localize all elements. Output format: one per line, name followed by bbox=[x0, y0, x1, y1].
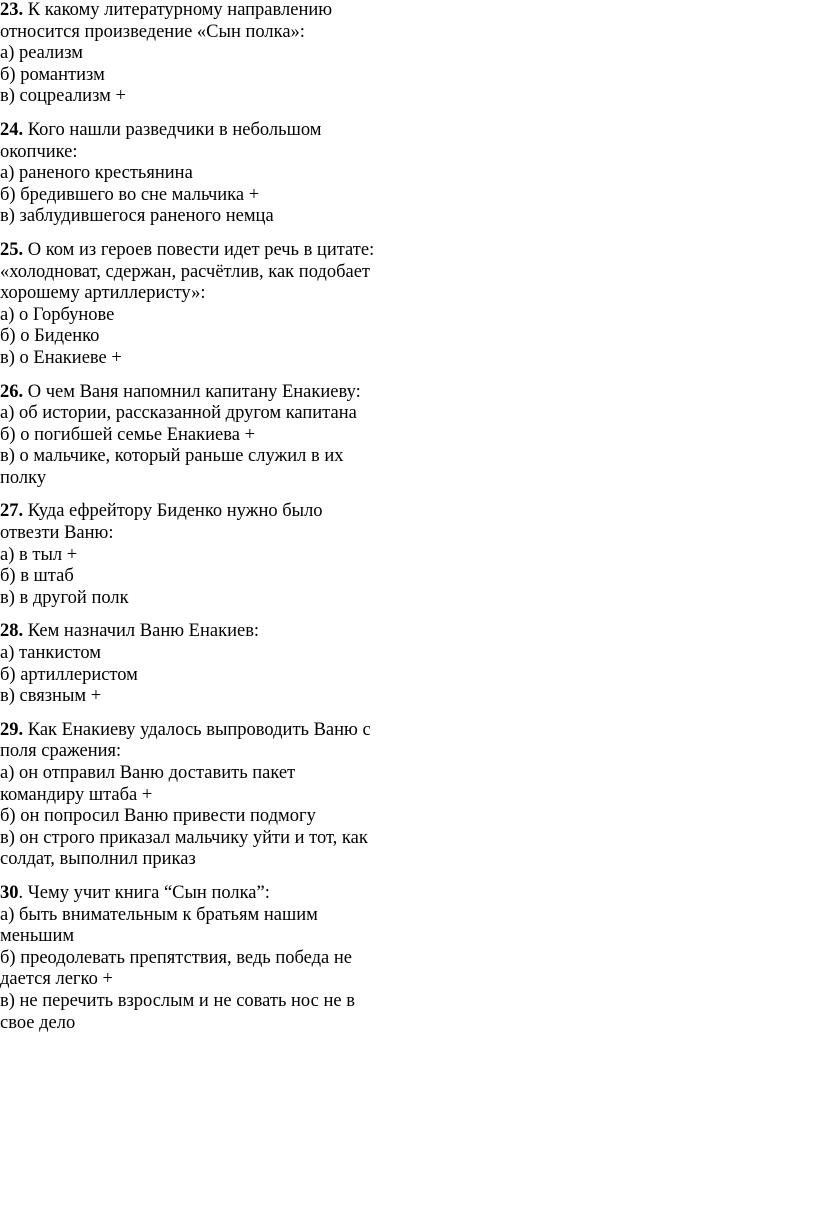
question-text-line bbox=[0, 741, 400, 763]
question-number: 23. bbox=[0, 0, 24, 20]
question-text: отвезти Ваню: bbox=[0, 523, 114, 544]
question-text-line bbox=[0, 0, 400, 22]
answer-option: в) не перечить взрослым и не совать нос не в bbox=[0, 990, 355, 1011]
question-number: 26. bbox=[0, 381, 24, 402]
answer-option: в) в другой полк bbox=[0, 587, 129, 608]
question-text: О ком из героев повести идет речь в цитате: bbox=[27, 239, 375, 260]
answer-option: в) о Енакиеве + bbox=[0, 347, 122, 368]
answer-option: б) романтизм bbox=[0, 64, 105, 85]
question-text: хорошему артиллеристу»: bbox=[0, 283, 206, 304]
question-number: 30 bbox=[0, 882, 19, 903]
answer-option: а) в тыл + bbox=[0, 544, 78, 565]
question-text-line bbox=[0, 501, 400, 523]
answer-option: б) артиллеристом bbox=[0, 664, 138, 685]
answer-option: командиру штаба + bbox=[0, 784, 153, 805]
question-block bbox=[0, 382, 400, 490]
question-text-line bbox=[0, 283, 400, 305]
answer-option: б) бредившего во сне мальчика + bbox=[0, 184, 260, 205]
question-text: Как Енакиеву удалось выпроводить Ваню с bbox=[27, 719, 371, 740]
answer-option: б) преодолевать препятствия, ведь победа не bbox=[0, 947, 352, 968]
question-number: 25. bbox=[0, 239, 24, 260]
answer-option: в) о мальчике, который раньше служил в их bbox=[0, 446, 344, 467]
answer-option: б) о Биденко bbox=[0, 326, 100, 347]
answer-option: а) раненого крестьянина bbox=[0, 163, 193, 184]
question-text-line bbox=[0, 142, 400, 164]
question-block bbox=[0, 883, 400, 1034]
question-text: О чем Ваня напомнил капитану Енакиеву: bbox=[27, 381, 361, 402]
answer-option: свое дело bbox=[0, 1012, 76, 1033]
question-text-line bbox=[0, 720, 400, 742]
question-text-line bbox=[0, 382, 400, 404]
answer-option: а) быть внимательным к братьям нашим bbox=[0, 904, 318, 925]
question-block bbox=[0, 0, 400, 108]
question-block bbox=[0, 621, 400, 707]
question-block bbox=[0, 720, 400, 871]
question-number: 29. bbox=[0, 719, 24, 740]
question-text: относится произведение «Сын полка»: bbox=[0, 21, 305, 42]
question-text-line bbox=[0, 262, 400, 284]
answer-option: а) об истории, рассказанной другом капитана bbox=[0, 403, 357, 424]
answer-option: а) реализм bbox=[0, 43, 83, 64]
question-text: окопчике: bbox=[0, 141, 78, 162]
answer-option: в) соцреализм + bbox=[0, 86, 126, 107]
answer-option: меньшим bbox=[0, 926, 75, 947]
answer-option: в) он строго приказал мальчику уйти и тот, как bbox=[0, 827, 368, 848]
answer-option: в) заблудившегося раненого немца bbox=[0, 206, 274, 227]
question-block bbox=[0, 120, 400, 228]
question-text: «холодноват, сдержан, расчётлив, как подобает bbox=[0, 261, 370, 282]
question-number: 27. bbox=[0, 501, 24, 522]
question-text: . Чему учит книга “Сын полка”: bbox=[18, 882, 270, 903]
question-text: К какому литературному направлению bbox=[27, 0, 333, 20]
question-text-line bbox=[0, 120, 400, 142]
answer-option: а) танкистом bbox=[0, 643, 101, 664]
question-text: Кем назначил Ваню Енакиев: bbox=[27, 621, 260, 642]
question-text: поля сражения: bbox=[0, 741, 122, 762]
answer-option: дается легко + bbox=[0, 969, 113, 990]
question-block bbox=[0, 501, 400, 609]
question-text: Кого нашли разведчики в небольшом bbox=[27, 119, 322, 140]
question-text-line bbox=[0, 22, 400, 44]
answer-option: а) о Горбунове bbox=[0, 304, 115, 325]
answer-option: б) в штаб bbox=[0, 566, 74, 587]
question-text-line bbox=[0, 523, 400, 545]
quiz-content bbox=[0, 0, 400, 1046]
question-text-line bbox=[0, 240, 400, 262]
answer-option: солдат, выполнил приказ bbox=[0, 849, 196, 870]
question-text: Куда ефрейтору Биденко нужно было bbox=[27, 501, 323, 522]
answer-option: полку bbox=[0, 467, 47, 488]
question-number: 28. bbox=[0, 621, 24, 642]
question-block bbox=[0, 240, 400, 370]
answer-option: а) он отправил Ваню доставить пакет bbox=[0, 763, 296, 783]
answer-option: б) он попросил Ваню привести подмогу bbox=[0, 806, 316, 827]
answer-option: в) связным + bbox=[0, 686, 102, 707]
question-text-line bbox=[0, 883, 400, 905]
question-number: 24. bbox=[0, 119, 24, 140]
answer-option: б) о погибшей семье Енакиева + bbox=[0, 424, 256, 445]
question-text-line bbox=[0, 621, 400, 643]
